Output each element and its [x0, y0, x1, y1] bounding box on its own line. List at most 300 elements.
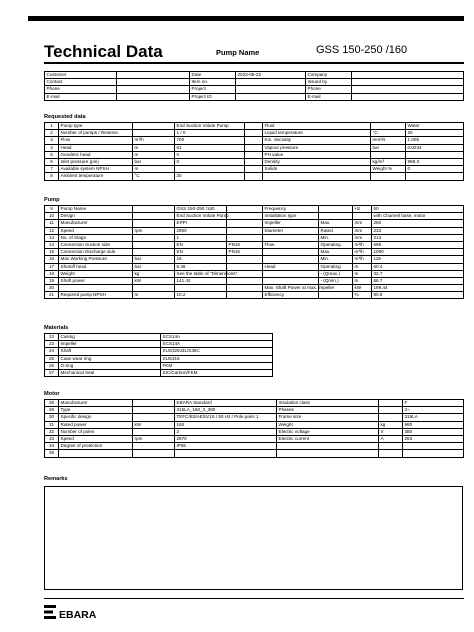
- table-cell: [227, 234, 263, 241]
- table-cell: 119: [372, 256, 464, 263]
- table-cell: Flow: [59, 137, 133, 144]
- table-cell: m³/h: [133, 137, 175, 144]
- table-cell: [245, 173, 263, 180]
- table-cell: [245, 144, 263, 151]
- table-cell: 213: [372, 234, 464, 241]
- table-cell: Phone: [306, 86, 352, 93]
- table-cell: O-ring: [59, 362, 161, 369]
- table-cell: rpm: [133, 227, 175, 234]
- table-cell: 2970: [175, 435, 277, 442]
- pump-row: [45, 206, 464, 213]
- table-cell: kW: [133, 421, 175, 428]
- table-cell: Geodetic head: [59, 151, 133, 158]
- table-cell: Liquid temperature: [263, 130, 371, 137]
- table-cell: Vapour pressure: [263, 144, 371, 151]
- table-cell: 11: [45, 220, 59, 227]
- table-cell: [379, 414, 403, 421]
- table-cell: [352, 93, 464, 100]
- table-cell: A: [379, 435, 403, 442]
- table-cell: 1.005: [406, 137, 464, 144]
- table-cell: Kin. viscosity: [263, 137, 371, 144]
- table-cell: EN: [175, 241, 227, 248]
- table-cell: Speed: [59, 227, 133, 234]
- table-cell: Water: [406, 123, 464, 130]
- req-row: [45, 173, 464, 180]
- table-cell: 33: [45, 435, 59, 442]
- req-row: [45, 130, 464, 137]
- table-cell: 21: [45, 292, 59, 299]
- table-cell: Hz: [353, 206, 372, 213]
- table-cell: [117, 86, 190, 93]
- pump-table: [44, 205, 464, 299]
- table-cell: 27: [45, 369, 59, 376]
- info-row: [45, 72, 464, 79]
- info-row: [45, 86, 464, 93]
- table-cell: [133, 249, 175, 256]
- table-cell: 66.7: [372, 277, 464, 284]
- table-cell: [319, 292, 353, 299]
- table-cell: 26: [45, 362, 59, 369]
- table-cell: 9: [45, 206, 59, 213]
- table-cell: Number of poles: [59, 428, 133, 435]
- table-cell: Weight: [277, 421, 379, 428]
- table-cell: SIC/Carbon/FKM: [161, 369, 273, 376]
- table-cell: Rated: [319, 227, 353, 234]
- table-cell: 50: [372, 206, 464, 213]
- table-cell: m: [353, 263, 372, 270]
- table-cell: 2: [175, 428, 277, 435]
- pump-row: [45, 213, 464, 220]
- table-cell: mm²/s: [371, 137, 406, 144]
- table-cell: 0: [175, 158, 245, 165]
- table-cell: Issued by: [306, 79, 352, 86]
- table-cell: 380: [403, 428, 464, 435]
- table-cell: Max.: [319, 220, 353, 227]
- page-title: Technical Data: [44, 42, 163, 61]
- table-cell: 160: [175, 421, 277, 428]
- table-cell: [236, 79, 306, 86]
- table-cell: °C: [133, 173, 175, 180]
- table-cell: [371, 123, 406, 130]
- table-cell: 3: [45, 137, 59, 144]
- table-cell: mm: [353, 227, 372, 234]
- table-cell: [227, 285, 263, 292]
- mat-row: [45, 362, 464, 369]
- table-cell: 980: [403, 421, 464, 428]
- pump-row: [45, 285, 464, 292]
- table-cell: TEFC/B3/AESV1S / 50 Hz / Pole pairs 1: [175, 414, 277, 421]
- table-cell: Operating: [319, 241, 353, 248]
- table-cell: [263, 256, 319, 263]
- table-cell: [379, 400, 403, 407]
- section-remarks: Remarks: [44, 476, 68, 482]
- req-row: [45, 123, 464, 130]
- table-cell: V: [379, 428, 403, 435]
- table-cell: Item no.: [190, 79, 236, 86]
- table-cell: SUS329J3L/S35C: [161, 348, 273, 355]
- table-cell: Inlet pressure (pin): [59, 158, 133, 165]
- table-cell: [175, 450, 277, 457]
- table-cell: Impeller: [263, 220, 319, 227]
- pump-row: [45, 256, 464, 263]
- pump-row: [45, 241, 464, 248]
- table-cell: [352, 72, 464, 79]
- table-cell: Shutoff head: [59, 263, 133, 270]
- table-cell: 17: [45, 263, 59, 270]
- table-cell: 10.2: [175, 292, 227, 299]
- table-cell: [227, 292, 263, 299]
- table-cell: [227, 206, 263, 213]
- table-cell: [379, 443, 403, 450]
- table-cell: [236, 93, 306, 100]
- logo-text: EBARA: [59, 609, 97, 621]
- table-cell: [133, 241, 175, 248]
- table-cell: Insulation class: [277, 400, 379, 407]
- table-cell: Impeller: [59, 341, 161, 348]
- table-cell: - (Qmin.): [319, 277, 353, 284]
- table-cell: Rated power: [59, 421, 133, 428]
- section-pump: Pump: [44, 197, 60, 203]
- table-cell: Efficiency: [263, 292, 319, 299]
- table-cell: Pump Name: [59, 206, 133, 213]
- table-cell: 12: [45, 227, 59, 234]
- table-cell: bar: [133, 263, 175, 270]
- table-cell: Head: [59, 144, 133, 151]
- table-cell: [133, 450, 175, 457]
- table-cell: kg: [133, 270, 175, 277]
- table-cell: [227, 277, 263, 284]
- table-cell: with Channel base, motor: [372, 213, 464, 220]
- table-cell: Mechanical Seal: [59, 369, 161, 376]
- table-cell: 0.0234: [406, 144, 464, 151]
- table-cell: Weight %: [371, 166, 406, 173]
- table-cell: Casing: [59, 334, 161, 341]
- table-cell: 28: [45, 400, 59, 407]
- table-cell: bar: [133, 256, 175, 263]
- table-cell: Project ID: [190, 93, 236, 100]
- table-cell: [59, 450, 133, 457]
- table-cell: %: [353, 292, 372, 299]
- table-cell: m: [133, 151, 175, 158]
- table-cell: [175, 166, 245, 173]
- mot-row: [45, 400, 464, 407]
- table-cell: [379, 407, 403, 414]
- table-cell: Shaft power: [59, 277, 133, 284]
- table-cell: EBARA Standard: [175, 400, 277, 407]
- pump-name-label: Pump Name: [216, 48, 260, 57]
- table-cell: 16: [175, 256, 227, 263]
- table-cell: 233: [372, 227, 464, 234]
- pump-row: [45, 249, 464, 256]
- table-cell: [133, 206, 175, 213]
- table-cell: 80.8: [372, 292, 464, 299]
- req-row: [45, 158, 464, 165]
- table-cell: [133, 285, 175, 292]
- table-cell: Max. Shaft Power at max. impeller: [264, 285, 335, 291]
- table-cell: Specific design: [59, 414, 133, 421]
- mot-row: [45, 414, 464, 421]
- table-cell: [227, 227, 263, 234]
- ebara-logo: [44, 603, 114, 621]
- pump-row: [45, 220, 464, 227]
- requested-data-table: [44, 122, 464, 181]
- mat-row: [45, 348, 464, 355]
- table-cell: 1: [45, 123, 59, 130]
- table-cell: [263, 270, 319, 277]
- table-cell: m³/h: [353, 249, 372, 256]
- table-cell: 30: [45, 414, 59, 421]
- table-cell: 23: [45, 341, 59, 348]
- table-cell: m: [133, 166, 175, 173]
- table-cell: Degree of protection: [59, 443, 133, 450]
- table-cell: Solids: [263, 166, 371, 173]
- table-cell: Manufacturer: [59, 400, 133, 407]
- table-cell: Company: [306, 72, 352, 79]
- table-cell: [236, 86, 306, 93]
- req-row: [45, 144, 464, 151]
- table-cell: 13: [45, 234, 59, 241]
- table-cell: 1: [175, 234, 227, 241]
- table-cell: m³/h: [353, 241, 372, 248]
- table-cell: [227, 256, 263, 263]
- table-cell: Connection Suction side: [59, 241, 133, 248]
- table-cell: 1 / 0: [175, 130, 245, 137]
- req-row: [45, 151, 464, 158]
- table-cell: 19: [45, 277, 59, 284]
- table-cell: [59, 285, 133, 292]
- req-row: [45, 166, 464, 173]
- table-cell: Design: [59, 213, 133, 220]
- table-cell: 31: [45, 421, 59, 428]
- table-cell: [245, 151, 263, 158]
- table-cell: 8: [45, 173, 59, 180]
- table-cell: 315LA: [403, 414, 464, 421]
- table-cell: mm: [353, 220, 372, 227]
- table-cell: 0: [175, 151, 245, 158]
- table-cell: 2900: [175, 227, 227, 234]
- table-cell: [263, 173, 371, 180]
- table-cell: [133, 234, 175, 241]
- table-cell: 199.44: [372, 285, 464, 292]
- table-cell: 35: [45, 450, 59, 457]
- table-cell: [133, 428, 175, 435]
- pump-row: [45, 234, 464, 241]
- pump-row: [45, 292, 464, 299]
- table-cell: [227, 220, 263, 227]
- table-cell: [117, 79, 190, 86]
- table-cell: bar: [133, 158, 175, 165]
- table-cell: [406, 151, 464, 158]
- pump-row: [45, 270, 464, 277]
- table-cell: [245, 166, 263, 173]
- table-cell: F: [403, 400, 464, 407]
- table-cell: 29: [45, 407, 59, 414]
- table-cell: Max Working Pressure: [59, 256, 133, 263]
- table-cell: 22: [45, 334, 59, 341]
- footer-rule: [44, 598, 464, 599]
- table-cell: Ambient temperature: [59, 173, 133, 180]
- table-cell: Date: [190, 72, 236, 79]
- table-cell: EN: [175, 249, 227, 256]
- table-cell: No. of Stage: [59, 234, 133, 241]
- table-cell: [263, 277, 319, 284]
- table-cell: 24: [45, 348, 59, 355]
- pump-name-value: GSS 150-250 /160: [316, 44, 408, 56]
- table-cell: - (Qmax.): [319, 270, 353, 277]
- table-cell: 20: [406, 130, 464, 137]
- table-cell: SCS14A: [161, 341, 273, 348]
- table-cell: 32.7: [372, 270, 464, 277]
- table-cell: 25: [45, 355, 59, 362]
- table-cell: Type: [59, 407, 133, 414]
- table-cell: Phases: [277, 407, 379, 414]
- info-row: [45, 93, 464, 100]
- table-cell: [175, 285, 227, 292]
- mot-row: [45, 421, 464, 428]
- table-cell: 20: [45, 285, 59, 292]
- mot-row: [45, 450, 464, 457]
- table-cell: Weight: [59, 270, 133, 277]
- req-row: [45, 137, 464, 144]
- table-cell: Max.: [319, 249, 353, 256]
- table-cell: rpm: [133, 435, 175, 442]
- table-cell: 696: [372, 241, 464, 248]
- table-cell: [117, 72, 190, 79]
- table-cell: [227, 263, 263, 270]
- table-cell: kg/m³: [371, 158, 406, 165]
- top-rule: [28, 16, 464, 21]
- table-cell: Fluid: [263, 123, 371, 130]
- info-row: [45, 79, 464, 86]
- section-materials: Materials: [44, 325, 69, 331]
- table-cell: [133, 213, 175, 220]
- table-cell: See the table of "Dimensions".: [176, 270, 239, 276]
- table-cell: [133, 443, 175, 450]
- table-cell: [227, 213, 263, 220]
- table-cell: [133, 130, 175, 137]
- mat-row: [45, 334, 464, 341]
- table-cell: m: [353, 277, 372, 284]
- table-cell: [319, 213, 353, 220]
- table-cell: Density: [263, 158, 371, 165]
- table-cell: 32: [45, 428, 59, 435]
- table-cell: Head: [263, 263, 319, 270]
- table-cell: 3~: [403, 407, 464, 414]
- table-cell: [352, 86, 464, 93]
- table-cell: Frequency: [263, 206, 319, 213]
- table-cell: 2: [45, 130, 59, 137]
- table-cell: Installation type: [263, 213, 319, 220]
- table-cell: [403, 450, 464, 457]
- table-cell: [379, 450, 403, 457]
- table-cell: [277, 450, 379, 457]
- table-cell: FKM: [161, 362, 273, 369]
- table-cell: EPPI: [175, 220, 227, 227]
- table-cell: 6: [45, 158, 59, 165]
- table-cell: Frame size: [277, 414, 379, 421]
- table-cell: 141.42: [175, 277, 227, 284]
- table-cell: kW: [353, 285, 372, 292]
- table-cell: E-mail: [306, 93, 352, 100]
- remarks-box: [44, 486, 463, 590]
- table-cell: [245, 137, 263, 144]
- table-cell: 700: [175, 137, 245, 144]
- table-cell: Customer: [45, 72, 117, 79]
- table-cell: [117, 93, 190, 100]
- mat-row: [45, 369, 464, 376]
- mot-row: [45, 443, 464, 450]
- table-cell: End Suction Volute Pump: [176, 213, 229, 219]
- table-cell: Number of pumps / Reserve: [59, 130, 133, 137]
- table-cell: m³/h: [353, 256, 372, 263]
- table-cell: m: [133, 144, 175, 151]
- mat-row: [45, 341, 464, 348]
- table-cell: Min.: [319, 256, 353, 263]
- table-cell: [245, 158, 263, 165]
- table-cell: [245, 130, 263, 137]
- table-cell: 1090: [372, 249, 464, 256]
- table-cell: 0: [406, 166, 464, 173]
- table-cell: 16: [45, 256, 59, 263]
- mat-row: [45, 355, 464, 362]
- table-cell: End Suction Volute Pump: [175, 123, 245, 130]
- table-cell: GSS 150-250 /160: [175, 206, 227, 213]
- section-motor: Motor: [44, 391, 60, 397]
- table-cell: [133, 407, 175, 414]
- table-cell: m: [133, 292, 175, 299]
- table-cell: [245, 123, 263, 130]
- table-cell: PN16: [227, 249, 263, 256]
- title-underline: [44, 62, 464, 64]
- table-cell: Contact: [45, 79, 117, 86]
- table-cell: Project: [190, 86, 236, 93]
- table-cell: Min.: [319, 234, 353, 241]
- table-cell: PH value: [263, 151, 371, 158]
- table-cell: °C: [371, 130, 406, 137]
- table-cell: 10: [45, 213, 59, 220]
- table-cell: 4: [45, 144, 59, 151]
- table-cell: [403, 443, 464, 450]
- table-cell: 2023-09-22: [236, 72, 306, 79]
- table-cell: [371, 151, 406, 158]
- table-cell: 250: [372, 220, 464, 227]
- table-cell: Case wear ring: [59, 355, 161, 362]
- table-cell: 5: [45, 151, 59, 158]
- materials-table: [44, 333, 464, 377]
- table-cell: 15: [45, 249, 59, 256]
- table-cell: 6.36: [175, 263, 227, 270]
- table-cell: SCS14A: [161, 334, 273, 341]
- table-cell: Speed: [59, 435, 133, 442]
- table-cell: kW: [133, 277, 175, 284]
- table-cell: Flow: [263, 241, 319, 248]
- table-cell: 14: [45, 241, 59, 248]
- table-cell: SUS316: [161, 355, 273, 362]
- motor-table: [44, 399, 464, 458]
- pump-row: [45, 263, 464, 270]
- info-table: [44, 71, 464, 101]
- table-cell: Electric voltage: [277, 428, 379, 435]
- table-cell: Phone: [45, 86, 117, 93]
- table-cell: PN16: [227, 241, 263, 248]
- table-cell: [133, 220, 175, 227]
- pump-row: [45, 227, 464, 234]
- table-cell: 283: [403, 435, 464, 442]
- table-cell: Diameter: [263, 227, 319, 234]
- table-cell: E-mail: [45, 93, 117, 100]
- table-cell: Required pump NPSH: [59, 292, 133, 299]
- table-cell: [133, 123, 175, 130]
